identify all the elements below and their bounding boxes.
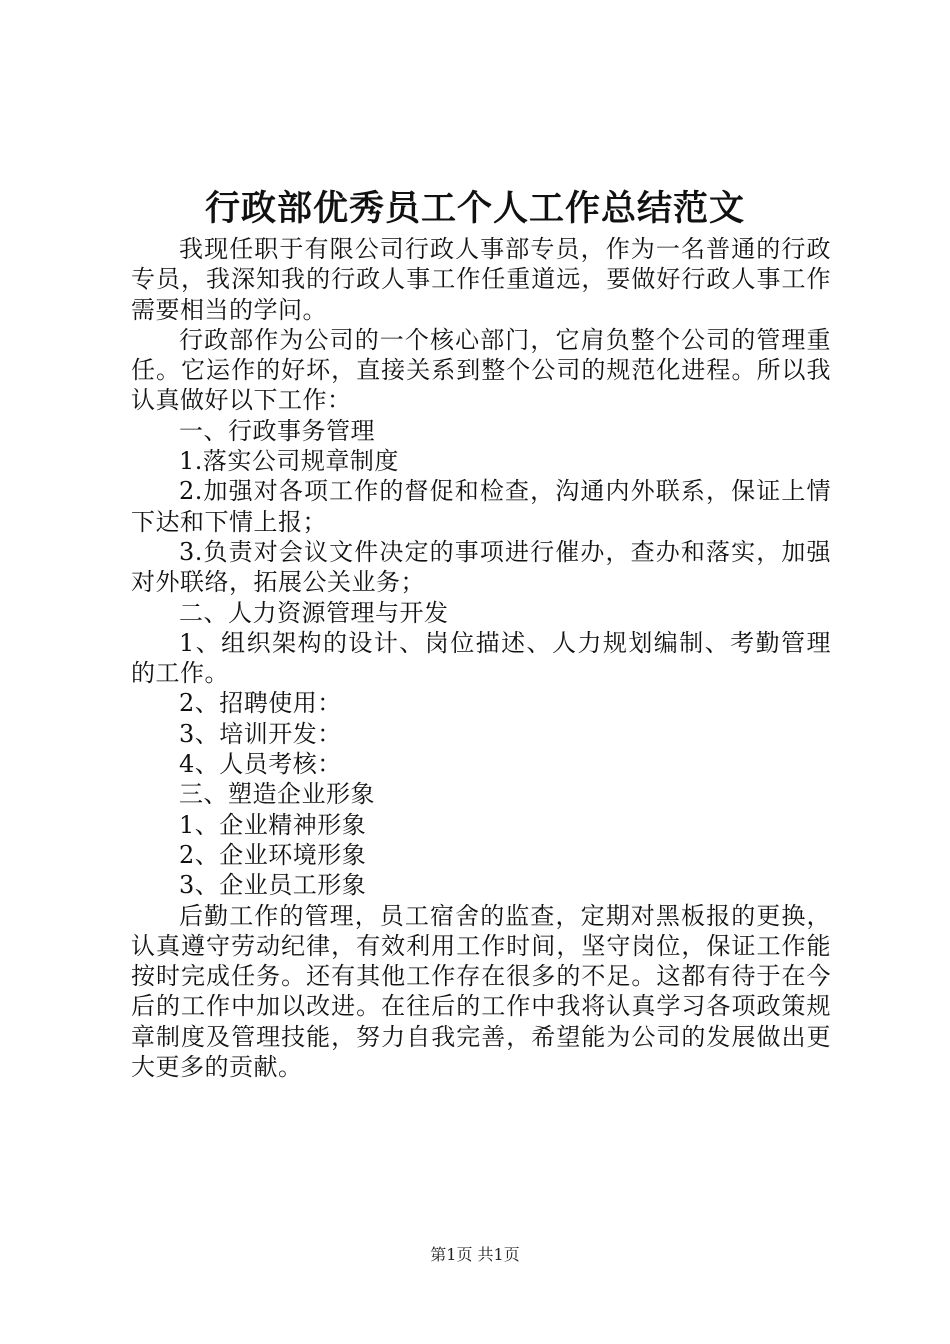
paragraph-conclusion: 后勤工作的管理，员工宿舍的监查，定期对黑板报的更换，认真遵守劳动纪律，有效利用工作时间，坚守岗位，保证工作能按时完成任务。还有其他工作存在很多的不足。这都有待于在今后的工作中加以改进。在往后的工作中我将认真学习各项政策规章制度及管理技能，努力自我完善，希望能为公司的发展做出更大更多的贡献。 xyxy=(131,901,831,1082)
list-item: 3、企业员工形象 xyxy=(179,871,367,900)
page-number-footer: 第1页 共1页 xyxy=(430,1245,520,1264)
list-item: 1、企业精神形象 xyxy=(179,810,367,839)
list-item: 2、企业环境形象 xyxy=(179,840,367,869)
section-heading-corporate-image: 三、塑造企业形象 xyxy=(179,780,375,809)
list-item: 1.落实公司规章制度 xyxy=(179,447,399,476)
section-heading-human-resources: 二、人力资源管理与开发 xyxy=(179,598,449,627)
document-title: 行政部优秀员工个人工作总结范文 xyxy=(204,188,745,229)
document-body xyxy=(131,234,831,1082)
paragraph-department-role: 行政部作为公司的一个核心部门，它肩负整个公司的管理重任。它运作的好坏，直接关系到整个公司的规范化进程。所以我认真做好以下工作： xyxy=(131,325,831,415)
list-item: 2.加强对各项工作的督促和检查，沟通内外联系，保证上情下达和下情上报； xyxy=(131,477,831,536)
list-item: 2、招聘使用： xyxy=(179,689,342,718)
section-heading-admin-affairs: 一、行政事务管理 xyxy=(179,416,375,445)
list-item: 4、人员考核： xyxy=(179,750,342,779)
paragraph-intro: 我现任职于有限公司行政人事部专员，作为一名普通的行政专员，我深知我的行政人事工作任重道远，要做好行政人事工作需要相当的学问。 xyxy=(131,235,831,324)
list-item: 1、组织架构的设计、岗位描述、人力规划编制、考勤管理的工作。 xyxy=(131,628,831,688)
list-item: 3.负责对会议文件决定的事项进行催办，查办和落实，加强对外联络，拓展公关业务； xyxy=(131,537,831,597)
list-item: 3、培训开发： xyxy=(179,719,342,748)
